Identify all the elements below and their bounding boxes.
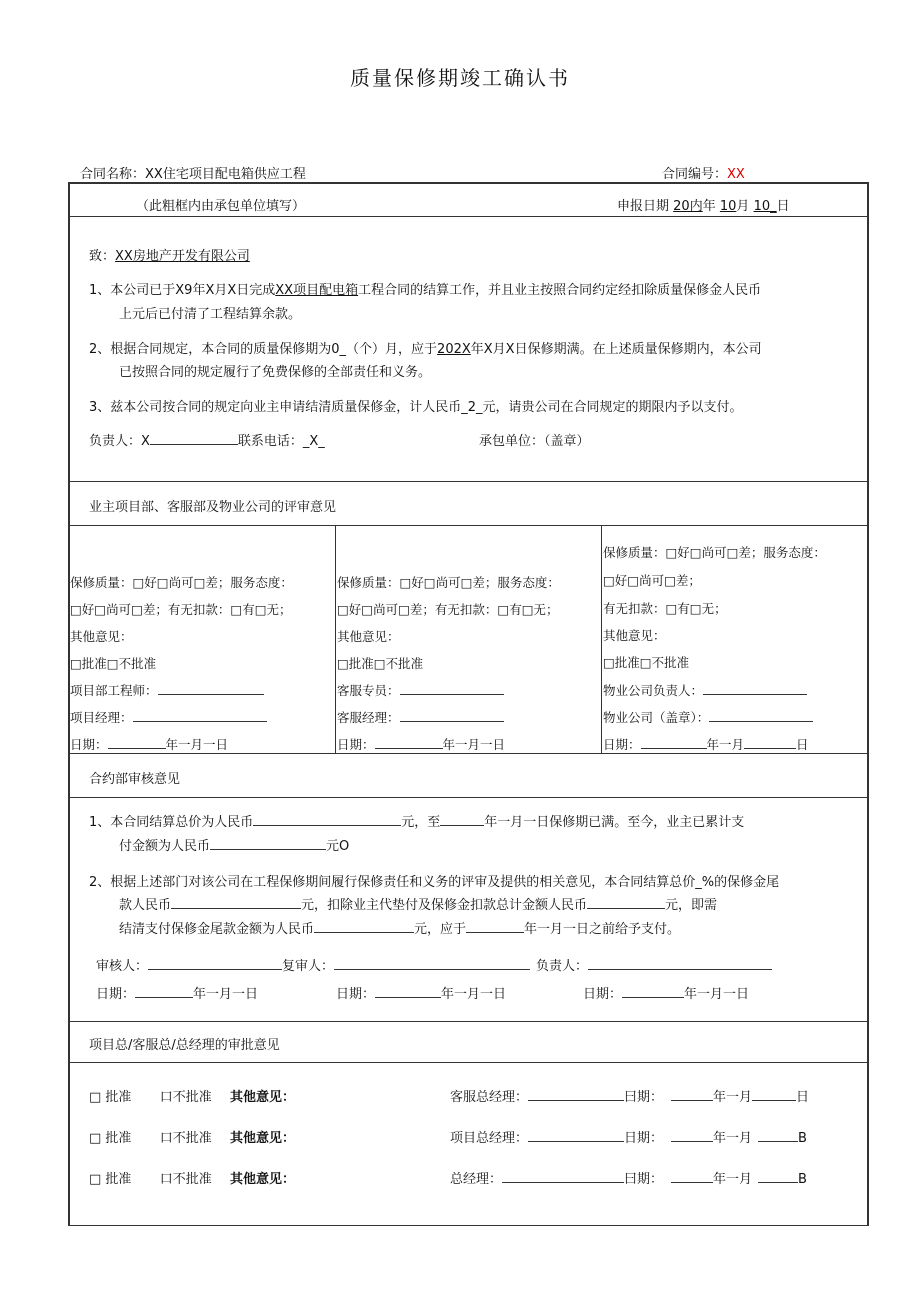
contractor-p2 <box>89 338 762 357</box>
contract-p2-3 <box>119 918 680 937</box>
col3-line2: 有无扣款：□有□无； <box>603 601 727 616</box>
approval-date-end-2: B <box>798 1131 807 1146</box>
col3-seal <box>603 708 813 726</box>
col3-line3: 其他意见： <box>603 628 666 643</box>
contractor-p1-c: 上元后已付清了工程结算余款。 <box>119 307 302 322</box>
p2-year: 202X <box>437 342 471 357</box>
approval-sign-3 <box>450 1168 807 1187</box>
approval-date-label-3: 曰期： <box>624 1172 664 1187</box>
resp-label: 负责人：X <box>89 434 150 449</box>
audit-date-2-label: 日期： <box>336 987 376 1002</box>
contract-p2-c: 元，扣除业主代垫付及保修金扣款总计金额人民币 <box>301 898 588 913</box>
apply-date-year-suffix: 年 <box>702 199 716 214</box>
col-divider-1 <box>335 525 336 753</box>
apply-date <box>617 195 790 214</box>
divider-2 <box>68 481 869 482</box>
audit-date-2 <box>336 983 506 1002</box>
approval-sign-1 <box>450 1086 809 1105</box>
contract-p1-2 <box>119 835 349 854</box>
contract-no-row <box>662 163 745 182</box>
col1-line1: 保修质量：□好□尚可□差；服务态度： <box>70 575 293 590</box>
contract-p1-a: 1、本合同结算总价为人民币 <box>89 815 254 830</box>
contract-p1-d: 付金额为人民币 <box>119 839 211 854</box>
divider-7 <box>68 1062 869 1063</box>
col1-line2: □好□尚可□差；有无扣款：□有□无； <box>70 602 292 617</box>
col1-manager-label: 项目经理： <box>70 710 133 725</box>
p1-project: XX项目配电箱 <box>275 283 359 298</box>
contract-p1-b: 元，至 <box>401 815 441 830</box>
approve-option-3[interactable]: □ 批准 <box>89 1172 132 1187</box>
contract-p2-2 <box>119 894 717 913</box>
contract-no: XX <box>727 167 745 182</box>
col-divider-2 <box>601 525 602 753</box>
apply-date-day-suffix: 日 <box>776 199 790 214</box>
audit-date-3-tail: 年一月一日 <box>684 987 750 1002</box>
to-company: XX房地产开发有限公司 <box>115 249 250 264</box>
frame-top <box>68 182 869 184</box>
frame-bottom <box>68 1225 869 1226</box>
contract-p2-d: 元，即需 <box>665 898 718 913</box>
contract-name-row <box>80 163 306 182</box>
col2-specialist-label: 客服专员： <box>337 683 400 698</box>
p1-a: 1、本公司已于X9年X月X日完成 <box>89 283 276 298</box>
col2-date-tail: 年一月一日 <box>442 737 506 752</box>
p1-b: 工程合同的结算工作，并且业主按照合同约定经扣除质量保修金人民币 <box>358 283 762 298</box>
col3-head <box>603 681 807 699</box>
col1-date-tail: 年一月一日 <box>165 737 229 752</box>
approval-row-1 <box>89 1086 295 1105</box>
phone-label: 联系电话：_X_ <box>237 434 325 449</box>
col2-line4: □批准□不批准 <box>337 656 424 671</box>
apply-date-day: 10_ <box>753 199 777 214</box>
to-label: 致： <box>89 249 116 264</box>
contract-p2-b: 款人民币 <box>119 898 172 913</box>
col1-date-label: 日期： <box>70 737 108 752</box>
apply-date-year: 20内 <box>673 199 703 214</box>
contract-p2-f: 元，应于 <box>414 922 467 937</box>
approval-title: 项目总/客服总/总经理的审批意见 <box>89 1038 280 1053</box>
contract-p1-e: 元O <box>326 839 350 854</box>
col2-manager <box>337 708 504 726</box>
auditor <box>96 955 530 974</box>
col3-line0: 保修质量：□好□尚可□差；服务态度： <box>603 545 826 560</box>
approval-date-end-1: 日 <box>796 1090 810 1105</box>
approval-date-mid-2: 年一月 <box>713 1131 753 1146</box>
contract-no-label: 合同编号： <box>662 167 728 182</box>
approval-date-label-1: 曰期： <box>624 1090 664 1105</box>
reject-option-3[interactable]: 口不批准 <box>159 1172 212 1187</box>
contract-name: XX住宅项目配电箱供应工程 <box>145 167 306 182</box>
other-opinion-1: 其他意见： <box>230 1090 296 1105</box>
responsible <box>536 955 772 974</box>
auditor-label: 审核人： <box>96 959 149 974</box>
col3-seal-label: 物业公司（盖章）： <box>603 710 710 725</box>
contract-dept-title: 合约部审核意见 <box>89 772 181 787</box>
col2-manager-label: 客服经理： <box>337 710 400 725</box>
responsible-label: 负责人： <box>536 959 589 974</box>
reject-option-1[interactable]: 口不批准 <box>159 1090 212 1105</box>
col3-date-end: 日 <box>796 737 809 752</box>
approval-role-2: 项目总经理： <box>450 1131 529 1146</box>
p2-b: 年X月X日保修期满。在上述质量保修期内，本公司 <box>470 342 762 357</box>
approval-date-mid-3: 年一月 <box>713 1172 753 1187</box>
approval-role-3: 总经理： <box>450 1172 503 1187</box>
divider-3 <box>68 525 869 526</box>
col3-line4: □批准□不批准 <box>603 655 690 670</box>
approval-date-mid-1: 年一月 <box>713 1090 753 1105</box>
col3-line1: □好□尚可□差； <box>603 573 701 588</box>
audit-date-1-tail: 年一月一日 <box>193 987 259 1002</box>
audit-date-3-label: 日期： <box>583 987 623 1002</box>
contract-p1-c: 年一月一日保修期已满。至今，业主已累计支 <box>484 815 745 830</box>
frame-right <box>867 182 869 1226</box>
approve-option-1[interactable]: □ 批准 <box>89 1090 132 1105</box>
contract-p2: 2、根据上述部门对该公司在工程保修期间履行保修责任和义务的评审及提供的相关意见，本合同结算总价_%的保修金尾 <box>89 875 780 890</box>
col3-date <box>603 735 809 753</box>
col3-date-mid: 年一月 <box>706 737 745 752</box>
col1-date <box>70 735 228 753</box>
approval-row-2 <box>89 1127 295 1146</box>
col2-line1: 保修质量：□好□尚可□差；服务态度： <box>337 575 560 590</box>
contract-name-label: 合同名称： <box>80 167 146 182</box>
audit-date-2-tail: 年一月一日 <box>441 987 507 1002</box>
contractor-p2-c: 已按照合同的规定履行了免费保修的全部责任和义务。 <box>119 365 432 380</box>
audit-date-1 <box>96 983 258 1002</box>
col2-line2: □好□尚可□差；有无扣款：□有□无； <box>337 602 559 617</box>
approval-date-label-2: 日期： <box>624 1131 664 1146</box>
responsible-line <box>89 430 325 449</box>
col1-engineer <box>70 681 264 699</box>
review-section-title: 业主项目部、客服部及物业公司的评审意见 <box>89 500 337 515</box>
col2-date <box>337 735 505 753</box>
apply-date-month: 10 <box>719 199 737 214</box>
contract-p2-g: 年一月一日之前给予支付。 <box>524 922 681 937</box>
apply-date-label: 申报日期 <box>617 199 670 214</box>
approve-option-2[interactable]: □ 批准 <box>89 1131 132 1146</box>
approval-date-end-3: B <box>798 1172 807 1187</box>
fill-note: （此粗框内由承包单位填写） <box>136 199 306 214</box>
contractor-p1 <box>89 279 761 298</box>
col1-engineer-label: 项目部工程师： <box>70 683 158 698</box>
col2-line3: 其他意见： <box>337 629 400 644</box>
contractor-p3: 3、兹本公司按合同的规定向业主申请结清质量保修金，计人民币_2_元，请贵公司在合同规定的期限内予以支付。 <box>89 400 743 415</box>
col1-line4: □批准□不批准 <box>70 656 157 671</box>
reject-option-2[interactable]: 口不批准 <box>159 1131 212 1146</box>
divider-1 <box>68 216 869 217</box>
approval-sign-2 <box>450 1127 807 1146</box>
divider-5 <box>68 797 869 798</box>
col3-head-label: 物业公司负责人： <box>603 683 704 698</box>
col2-date-label: 日期： <box>337 737 375 752</box>
unit-label: 承包单位：（盖章） <box>479 434 590 449</box>
other-opinion-2: 其他意见： <box>230 1131 296 1146</box>
col1-manager <box>70 708 267 726</box>
col1-line3: 其他意见： <box>70 629 133 644</box>
divider-6 <box>68 1021 869 1022</box>
divider-4 <box>68 753 869 754</box>
frame-left <box>68 182 70 1226</box>
col2-specialist <box>337 681 504 699</box>
approval-role-1: 客服总经理： <box>450 1090 529 1105</box>
col3-date-label: 日期： <box>603 737 641 752</box>
contract-p2-e: 结清支付保修金尾款金额为人民币 <box>119 922 315 937</box>
apply-date-month-suffix: 月 <box>736 199 750 214</box>
page-title: 质量保修期竣工确认书 <box>350 66 570 90</box>
audit-date-3 <box>583 983 749 1002</box>
to-line <box>89 245 250 264</box>
other-opinion-3: 其他意见： <box>230 1172 296 1187</box>
contract-p1 <box>89 811 744 830</box>
reviewer-label: 复审人： <box>282 959 335 974</box>
p2-a: 2、根据合同规定，本合同的质量保修期为0_（个）月，应于 <box>89 342 438 357</box>
audit-date-1-label: 日期： <box>96 987 136 1002</box>
approval-row-3 <box>89 1168 295 1187</box>
